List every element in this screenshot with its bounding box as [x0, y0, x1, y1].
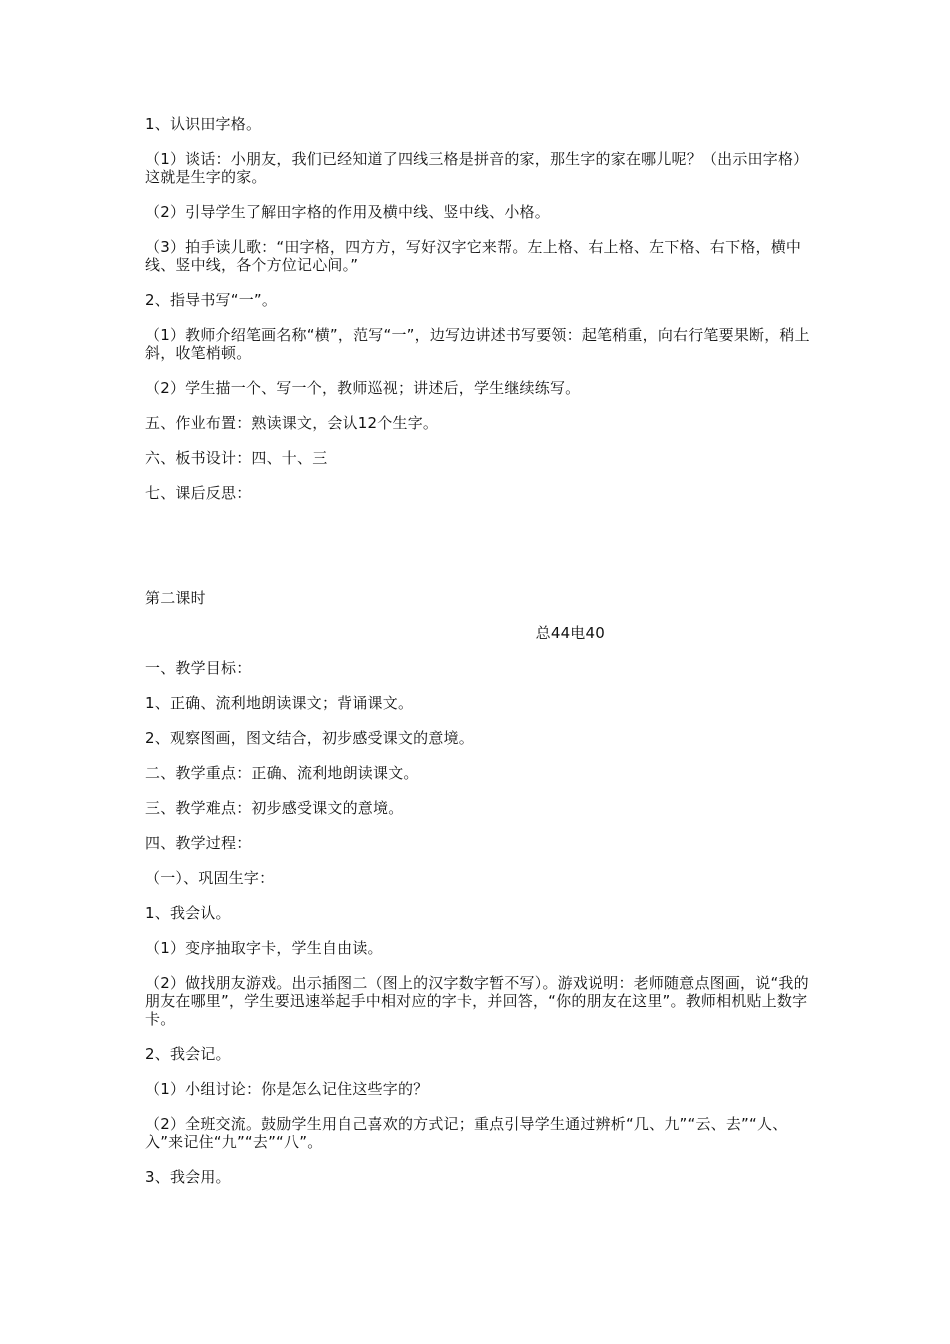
document-body: [145, 115, 813, 1203]
paragraph-stroke-intro: （1）教师介绍笔画名称“横”，范写“一”，边写边讲述书写要领：起笔稍重，向右行笔要果断，稍上斜，收笔梢顿。: [145, 326, 810, 362]
paragraph-reflection: 七、课后反思：: [145, 484, 252, 502]
paragraph-flashcards: （1）变序抽取字卡，学生自由读。: [145, 939, 383, 957]
paragraph-homework: 五、作业布置：熟读课文，会认12个生字。: [145, 414, 439, 432]
lesson-reference: 总44电40: [535, 624, 605, 642]
paragraph-goals-heading: 一、教学目标：: [145, 659, 252, 677]
paragraph-goal-2: 2、观察图画，图文结合，初步感受课文的意境。: [145, 729, 474, 747]
paragraph-difficulty: 三、教学难点：初步感受课文的意境。: [145, 799, 404, 817]
lesson-title: 第二课时: [145, 589, 206, 607]
paragraph-talk: （1）谈话：小朋友，我们已经知道了四线三格是拼音的家，那生字的家在哪儿呢？（出示田字格）这就是生字的家。: [145, 150, 809, 186]
paragraph-friend-game: （2）做找朋友游戏。出示插图二（图上的汉字数字暂不写）。游戏说明：老师随意点图画，说“我的朋友在哪里”，学生要迅速举起手中相对应的字卡，并回答，“你的朋友在这里”。教师相机贴上数字卡。: [145, 974, 809, 1028]
paragraph-group-discussion: （1）小组讨论：你是怎么记住这些字的？: [145, 1080, 429, 1098]
paragraph-class-exchange: （2）全班交流。鼓励学生用自己喜欢的方式记；重点引导学生通过辨析“几、九”“云、去”“人、入”来记住“九”“去”“八”。: [145, 1115, 788, 1151]
paragraph-key-point: 二、教学重点：正确、流利地朗读课文。: [145, 764, 419, 782]
section-spacer: [145, 519, 813, 589]
paragraph-recognize-heading: 1、我会认。: [145, 904, 231, 922]
paragraph-use-heading: 3、我会用。: [145, 1168, 231, 1186]
paragraph-review-heading: （一）、巩固生字：: [145, 869, 275, 887]
paragraph-rhyme: （3）拍手读儿歌：“田字格，四方方，写好汉字它来帮。左上格、右上格、左下格、右下格，横中线、竖中线，各个方位记心间。”: [145, 238, 802, 274]
paragraph-writing-heading: 2、指导书写“一”。: [145, 291, 278, 309]
paragraph-tianzige-heading: 1、认识田字格。: [145, 115, 262, 133]
paragraph-process-heading: 四、教学过程：: [145, 834, 252, 852]
paragraph-guide: （2）引导学生了解田字格的作用及横中线、竖中线、小格。: [145, 203, 550, 221]
paragraph-practice: （2）学生描一个、写一个，教师巡视；讲述后，学生继续练写。: [145, 379, 581, 397]
paragraph-goal-1: 1、正确、流利地朗读课文；背诵课文。: [145, 694, 414, 712]
paragraph-remember-heading: 2、我会记。: [145, 1045, 231, 1063]
paragraph-board-design: 六、板书设计：四、十、三: [145, 449, 328, 467]
